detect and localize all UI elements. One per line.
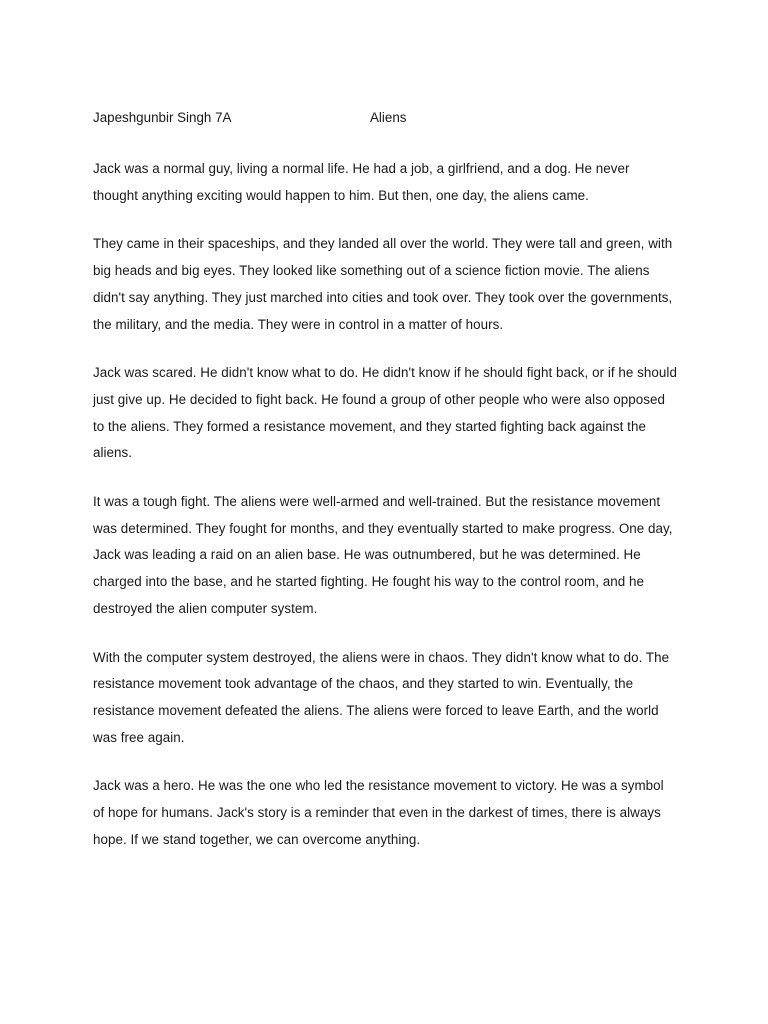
document-page — [93, 108, 678, 853]
author-line: Japeshgunbir Singh 7A — [93, 110, 232, 125]
paragraph: It was a tough fight. The aliens were well-armed and well-trained. But the resistance movement was determined. They fought for months, and they eventually started to make progress. One day, Jack was leading a raid on an alien base. He was outnumbered, but he was determined. He charged into the base, and he started fighting. He fought his way to the control room, and he destroyed the alien computer system. — [93, 494, 673, 616]
document-header — [93, 108, 678, 128]
paragraph: Jack was a normal guy, living a normal life. He had a job, a girlfriend, and a dog. He never thought anything exciting would happen to him. But then, one day, the aliens came. — [93, 161, 630, 203]
document-body — [93, 156, 678, 853]
paragraph: Jack was scared. He didn't know what to do. He didn't know if he should fight back, or if he should just give up. He decided to fight back. He found a group of other people who were also opposed to the aliens. They formed a resistance movement, and they started fighting back against the aliens. — [93, 365, 677, 461]
document-title: Aliens — [370, 110, 407, 125]
paragraph: They came in their spaceships, and they landed all over the world. They were tall and green, with big heads and big eyes. They looked like something out of a science fiction movie. The aliens didn't say anything. They just marched into cities and took over. They took over the governments, the military, and the media. They were in control in a matter of hours. — [93, 236, 673, 332]
paragraph: With the computer system destroyed, the aliens were in chaos. They didn't know what to do. The resistance movement took advantage of the chaos, and they started to win. Eventually, the resistance movement defeated the aliens. The aliens were forced to leave Earth, and the world was free again. — [93, 649, 670, 745]
paragraph: Jack was a hero. He was the one who led the resistance movement to victory. He was a symbol of hope for humans. Jack's story is a reminder that even in the darkest of times, there is always hope. If we stand together, we can overcome anything. — [93, 778, 664, 847]
